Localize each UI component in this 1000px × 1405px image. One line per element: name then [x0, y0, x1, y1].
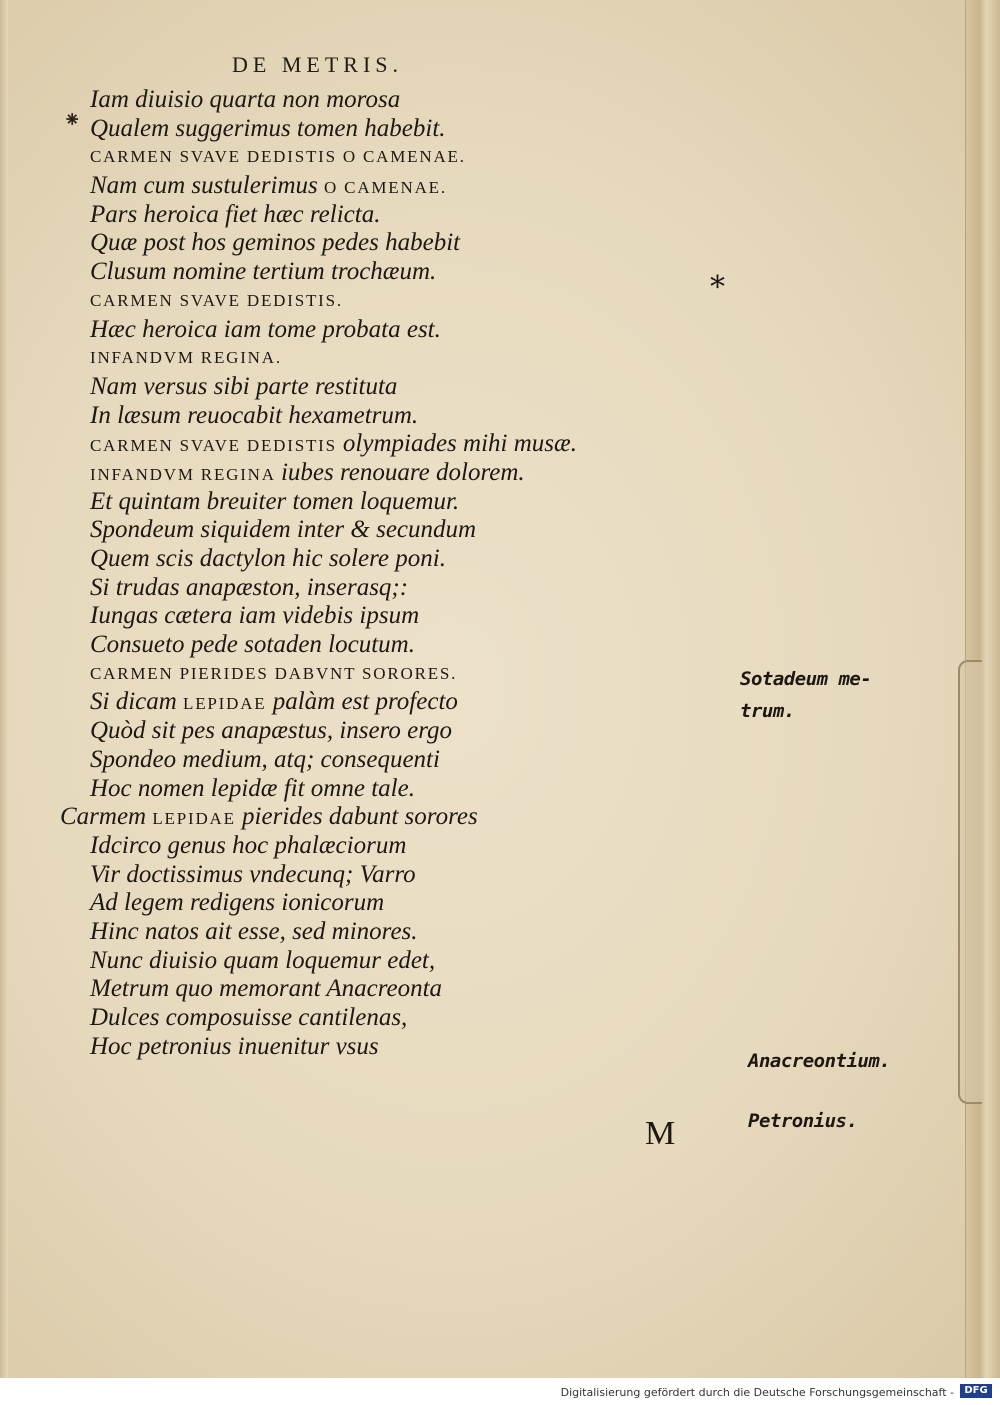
text-line-part: Si dicam [90, 688, 184, 716]
text-line: INFANDVM REGINA. [90, 348, 282, 368]
text-line: Quem scis dactylon hic solere poni. [90, 545, 446, 572]
text-line: Si trudas anapæston, inserasq;: [90, 573, 409, 601]
text-line-part: Nam cum sustulerimus [90, 172, 325, 200]
text-line-part: LEPIDAE [183, 694, 267, 714]
text-line: Et quintam breuiter tomen loquemur. [90, 487, 460, 515]
marginal-mark: ⁕ [63, 108, 82, 133]
text-line-part: olympiades mihi musæ. [342, 430, 577, 458]
text-line: CARMEN SVAVE DEDISTIS. [90, 290, 343, 310]
text-line-part: Carmem [60, 803, 153, 831]
text-line: Clusum nomine tertium trochæum. [90, 258, 437, 286]
margin-note-sotadeum: Sotadeum me- [740, 668, 872, 690]
text-line: Hæc heroica iam tome probata est. [90, 315, 441, 343]
footer-bar [0, 1378, 1000, 1405]
margin-note-anacreontium: Anacreontium. [748, 1050, 891, 1072]
text-line: Spondeum siquidem inter & secundum [90, 516, 477, 544]
text-line-part: palàm est profecto [266, 688, 458, 716]
text-line [60, 803, 700, 832]
text-line: Qualem suggerimus tomen habebit. [90, 114, 446, 142]
text-line: Iam diuisio quarta non morosa [90, 86, 401, 113]
text-line-part: O CAMENAE. [324, 178, 447, 198]
text-line-part: pierides dabunt sorores [235, 803, 478, 831]
text-line: CARMEN PIERIDES DABVNT SORORES. [90, 663, 458, 683]
left-page-edge [0, 0, 8, 1378]
text-line: Pars heroica fiet hæc relicta. [90, 200, 381, 228]
text-line: Metrum quo memorant Anacreonta [90, 975, 443, 1003]
signature-mark: M [645, 1115, 676, 1152]
text-line: Spondeo medium, atq; consequenti [90, 745, 440, 773]
text-line: Vir doctissimus vndecunq; Varro [90, 860, 416, 888]
text-line-part: CARMEN SVAVE DEDISTIS [90, 436, 343, 456]
margin-note-petronius: Petronius. [748, 1110, 858, 1132]
text-line [60, 459, 700, 488]
asterisk-mark: * [710, 270, 725, 305]
text-line: Hoc petronius inuenitur vsus [90, 1032, 379, 1060]
text-line [60, 172, 700, 201]
margin-note-sotadeum-cont: trum. [740, 700, 795, 722]
text-line: Dulces composuisse cantilenas, [90, 1004, 408, 1031]
text-line-part: LEPIDAE [152, 809, 236, 829]
text-line: Nam versus sibi parte restituta [90, 372, 398, 400]
text-line: Hinc natos ait esse, sed minores. [90, 917, 418, 945]
text-line: Consueto pede sotaden locutum. [90, 631, 415, 659]
text-line: Hoc nomen lepidæ fit omne tale. [90, 774, 415, 802]
footer-credit: Digitalisierung gefördert durch die Deutsche Forschungsgemeinschaft - [560, 1386, 954, 1399]
running-head: DE METRIS. [232, 52, 403, 77]
text-line: Iungas cætera iam videbis ipsum [90, 602, 420, 630]
text-line: Nunc diuisio quam loquemur edet, [90, 946, 436, 974]
text-line: Ad legem redigens ionicorum [90, 889, 385, 917]
text-line [60, 430, 700, 459]
text-line: Quæ post hos geminos pedes habebit [90, 229, 461, 257]
text-line: In læsum reuocabit hexametrum. [90, 401, 419, 429]
poem-text-block [60, 86, 700, 1061]
text-line [60, 688, 700, 717]
dfg-logo: DFG [960, 1384, 992, 1398]
text-line-part: INFANDVM REGINA [90, 464, 281, 484]
text-line: CARMEN SVAVE DEDISTIS O CAMENAE. [90, 147, 466, 167]
text-line: Quòd sit pes anapæstus, insero ergo [90, 717, 453, 745]
text-line: Idcirco genus hoc phalæciorum [90, 831, 407, 859]
text-line-part: iubes renouare dolorem. [280, 458, 525, 486]
